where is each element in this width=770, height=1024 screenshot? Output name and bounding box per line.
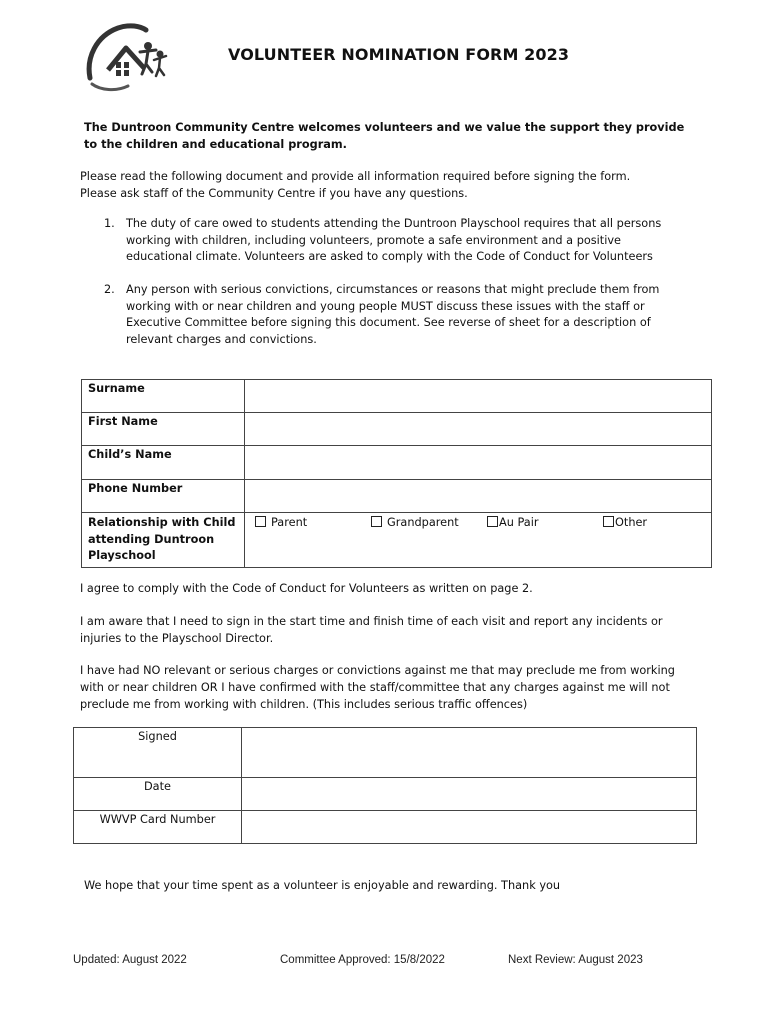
- intro-text: The Duntroon Community Centre welcomes volunteers and we value the support they provide to the children and educational program.: [84, 121, 685, 151]
- signature-field[interactable]: [242, 728, 697, 778]
- surname-label: Surname: [82, 380, 245, 413]
- instruction-line: Please ask staff of the Community Centre if you have any questions.: [80, 187, 468, 200]
- instructions: [80, 168, 685, 202]
- option-parent[interactable]: [255, 516, 307, 529]
- volunteer-details-table: [81, 379, 712, 568]
- surname-field[interactable]: [245, 380, 712, 413]
- wwvp-field[interactable]: [242, 811, 697, 844]
- list-item: [104, 216, 674, 266]
- list-text: The duty of care owed to students attending the Duntroon Playschool requires that all persons working with children, including volunteers, promote a safe environment and a positive educational climate. Volunteers are asked to comply with the Code of Conduct for Volunteers: [126, 217, 662, 263]
- option-au-pair[interactable]: [487, 516, 539, 529]
- date-field[interactable]: [242, 778, 697, 811]
- option-grandparent[interactable]: [371, 516, 459, 529]
- option-other[interactable]: [603, 516, 647, 529]
- page-title: VOLUNTEER NOMINATION FORM 2023: [228, 45, 570, 64]
- agreement-code-of-conduct: I agree to comply with the Code of Conduct for Volunteers as written on page 2.: [80, 582, 533, 595]
- wwvp-label: WWVP Card Number: [74, 811, 242, 844]
- option-label: Au Pair: [499, 516, 539, 529]
- footer-approved: Committee Approved: 15/8/2022: [280, 954, 445, 966]
- community-centre-logo: [82, 20, 168, 92]
- list-number: 1.: [104, 217, 115, 230]
- list-number: 2.: [104, 283, 115, 296]
- child-name-label: Child’s Name: [82, 446, 245, 480]
- first-name-label: First Name: [82, 413, 245, 446]
- signed-label: Signed: [74, 728, 242, 778]
- phone-number-label: Phone Number: [82, 480, 245, 513]
- signature-table: [73, 727, 697, 844]
- agreement-sign-in: I am aware that I need to sign in the start time and finish time of each visit and report any incidents or injuries to the Playschool Director.: [80, 615, 663, 645]
- closing-text: We hope that your time spent as a volunteer is enjoyable and rewarding. Thank you: [84, 879, 561, 892]
- list-text: Any person with serious convictions, circumstances or reasons that might preclude them from working with or near children and young people MUST discuss these issues with the staff or Executive Committee before signing this document. See reverse of sheet for a description of relevant charges and convictions.: [126, 283, 660, 346]
- child-name-field[interactable]: [245, 446, 712, 480]
- checkbox-icon[interactable]: [487, 516, 498, 527]
- relationship-label: Relationship with Child attending Duntroon Playschool: [82, 513, 245, 568]
- checkbox-icon[interactable]: [255, 516, 266, 527]
- footer-updated: Updated: August 2022: [73, 954, 187, 966]
- relationship-options: [245, 513, 712, 568]
- option-label: Parent: [271, 516, 308, 529]
- agreement-no-convictions: I have had NO relevant or serious charges or convictions against me that may preclude me from working with or near children OR I have confirmed with the staff/committee that any charges against me will not preclude me from working with children. (This includes serious traffic offences): [80, 664, 675, 711]
- instruction-line: Please read the following document and provide all information required before signing the form.: [80, 170, 631, 183]
- first-name-field[interactable]: [245, 413, 712, 446]
- option-label: Grandparent: [387, 516, 459, 529]
- list-item: [104, 282, 674, 348]
- checkbox-icon[interactable]: [603, 516, 614, 527]
- checkbox-icon[interactable]: [371, 516, 382, 527]
- date-label: Date: [74, 778, 242, 811]
- option-label: Other: [615, 516, 648, 529]
- phone-number-field[interactable]: [245, 480, 712, 513]
- footer-review: Next Review: August 2023: [508, 954, 643, 966]
